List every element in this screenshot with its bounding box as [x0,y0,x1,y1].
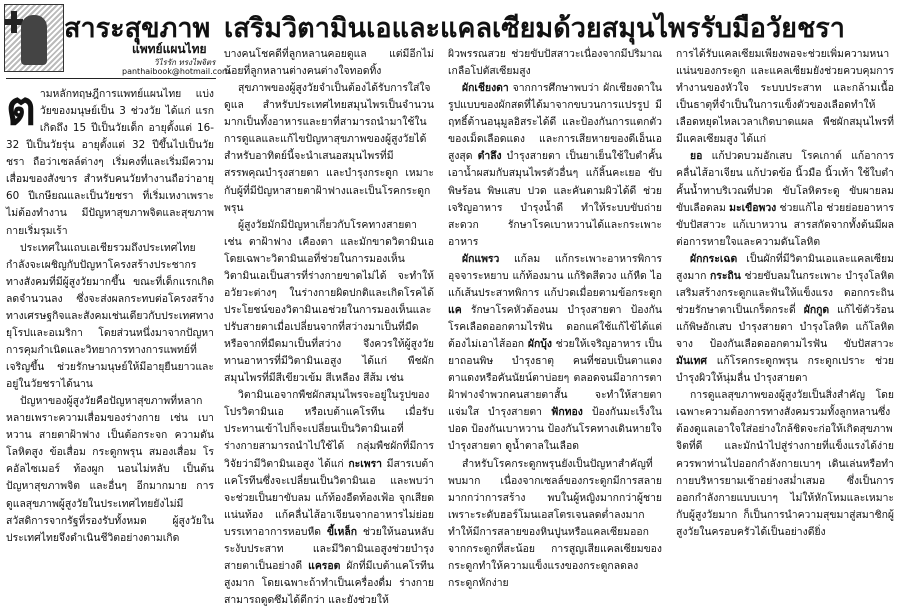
paragraph-text: ช่วยให้เจริญอาหาร เป็นยาถอนพิษ บำรุงธาตุ คนที่ชอบเป็นตาแดง ตาแดงหรือคันนัยน์ตาบ่อยๆ ตลอดจนมีอาการตาฝ้าฟางจำพวกคนสายตาสั้น จะทำให้สายตาแจ่มใส บำรุงสายตา [448,338,662,419]
paragraph: ผิวพรรณสวย ช่วยขับปัสสาวะเนื่องจากมีปริมาณเกลือโปตัสเซียมสูง [448,48,662,78]
herb-name: ขี้เหล็ก [326,525,358,538]
paragraph [448,80,662,251]
column-masthead [4,4,230,76]
article-column-4 [676,46,894,588]
paragraph: สุขภาพของผู้สูงวัยจำเป็นต้องได้รับการใส่ใจดูแล สำหรับประเทศไทยสมุนไพรเป็นจำนวนมากเป็นทั้งอาหารและยาที่สามารถนำมาใช้ในการดูแลและแก้ไขปัญหาสุขภาพของผู้สูงวัยได้ สำหรับอาทิตย์นี้จะนำเสนอสมุนไพรที่มีสรรพคุณบำรุงสายตา และบำรุงกระดูก เหมาะกับผู้ที่มีปัญหาสายตาฝ้าฟางและเป็นโรคกระดูกพรุน [224,82,434,214]
masthead-divider [6,78,216,79]
paragraph-text: รักษาโรคหัวต้องนม บำรุงสายตา ป้องกันโรคเลือดออกตามไรฟัน ดอกแค่ใช้แก้ไข้ได้แต่ต้องไม่เอาไส้ออก [448,303,662,351]
herb-name: กะเพรา [348,457,383,470]
article-column-1 [6,81,214,588]
paragraph: การดูแลสุขภาพของผู้สูงวัยเป็นสิ่งสำคัญ โดยเฉพาะความต้องการทางสังคมรวมทั้งลูกหลานซึ่งต้องดูแลเอาใจใส่อย่างใกล้ชิดจะก่อให้เกิดสุขภาพจิตที่ดี และมักนำไปสู่ร่างกายที่แข็งแรงได้ง่าย ควรพาท่านไปออกกำลังกายเบาๆ เดินเล่นหรือทำกายบริหารยามเช้าอย่างสม่ำเสมอ ซึ่งเป็นการออกกำลังกายแบบเบาๆ ไม่ให้หักโหมและเหมาะกับผู้สูงวัยมาก ก็เป็นการนำความสุขมาสู่สมาชิกผู้สูงวัยในครอบครัวได้เป็นอย่างดียิ่ง [676,389,894,538]
herb-name: แค [448,303,462,316]
paragraph [448,251,662,456]
paragraph: ปัญหาของผู้สูงวัยคือปัญหาสุขภาพที่หลากหลายเพราะความเสื่อมของร่างกาย เช่น เบาหวาน สายตาฝ้าฟาง เป็นต้อกระจก ความดันโลหิตสูง ข้อเสื่อม กระดูกพรุน สมองเสื่อม โรคอัลไซเมอร์ ท้องผูก นอนไม่หลับ เป็นต้น ปัญหาสุขภาพจิต และอื่นๆ อีกมากมาย การดูแลสุขภาพผู้สูงวัยในประเทศไทยยังไม่มีสวัสดิการจากรัฐที่รองรับทั้งหมด ผู้สูงวัยในประเทศไทยจึงดำเนินชีวิตอย่างตามเกิด [6,395,214,544]
paragraph: ประเทศในแถบเอเชียรวมถึงประเทศไทยกำลังจะเผชิญกับปัญหาโครงสร้างประชากรทางสังคมที่มีผู้สูงวัยมากขึ้น ขณะที่เด็กแรกเกิดลดจำนวนลง ซึ่งจะส่งผลกระทบต่อโครงสร้างทางเศรษฐกิจและสังคมเช่นเดียวกับประเทศทางยุโรปและอเมริกา โดยส่วนหนึ่งมาจากปัญหาการคุมกำเนิดและวิทยาการทางการแพทย์ที่เจริญขึ้น ช่วยรักษามนุษย์ให้มีอายุยืนยาวและอยู่ในวัยชราได้นาน [6,241,214,391]
drop-cap: ต [6,81,36,135]
paragraph-text: จากการศึกษาพบว่า ผักเชียงดาในรูปแบบของผักสดที่ได้มาจากขบวนการแปรรูป มีฤทธิ์ต้านอนุมูลอิสระได้ดี และป้องกันการแตกตัวของเม็ดเลือดแดง และการเสียหายของดีเอ็นเอสูงสุด [448,82,662,163]
paragraph-text: ป้องกันมะเร็งในปอด ป้องกันเบาหวาน ป้องกันโรคทางเดินหายใจ บำรุงสายตา ดูน้ำตาลในเลือด [448,406,662,453]
column-subtitle: แพทย์แผนไทย [132,42,207,56]
masthead-illustration [4,4,64,72]
paragraph-text: ช่วยขับลมในกระเพาะ บำรุงโลหิต เสริมสร้างกระดูกและฟันให้แข็งแรง ดอกกระถินช่วยรักษาตาเป็นเกร็ดกระดี่ [676,269,894,316]
author-name: วิไรรัก ทรงไพจิตร [154,58,216,67]
herb-name: มะเขือพวง [729,201,777,214]
paragraph-text: ามหลักทฤษฎีการแพทย์แผนไทย แบ่งวัยของมนุษย์เป็น 3 ช่วงวัย ได้แก่ แรกเกิดถึง 15 ปีเป็นวัยเด็ก อายุตั้งแต่ 16-32 ปีเป็นวัยรุ่น อายุตั้งแต่ 32 ปีขึ้นไปเป็นวัยชรา ถือว่าเซลล์ต่างๆ เริ่มคงที่และเริ่มมีความเสื่อมของสังขาร สำหรับคนวัยทำงานถือว่าอายุ 60 ปีเกษียณและเป็นวัยชรา ที่เริ่มเหงาเพราะไม่ต้องทำงาน มีปัญหาสุขภาพจิตและสุขภาพกายเริ่มรุมเร้า [6,88,214,237]
paragraph-text: บำรุงสายตา เป็นยาเย็นใช้ใบตำคั้นเอาน้ำผสมกับสมุนไพรตัวอื่นๆ แก้ลิ้นคะเยอ ขับพิษร้อน พิษแสบ ปวด และคันตามผิวได้ดี ช่วยเจริญอาหาร บำรุงน้ำดี ทำให้ระบบขับถ่ายสะดวก รักษาโรคเบาหวานได้และกระเพาะอาหาร [448,150,662,248]
herb-name: กระถิน [709,269,741,282]
paragraph [676,148,894,250]
paragraph-text: แก้ปวดบวมอักเสบ โรคเกาต์ แก้อาการคลื่นไส้อาเจียน แก้ปวดข้อ นิ้วมือ นิ้วเท้า ใช้ใบตำคั้นน้ำทาบริเวณที่ปวด ขับโลหิตระดู ขับผายลม ขับเลือดลม [676,150,894,214]
herb-name: ตำลึง [477,150,502,163]
herb-name: ผักแพรว [462,252,500,265]
paragraph-text: ผักที่มีเบต้าแคโรทีนสูงมาก โดยเฉพาะถ้าทำเป็นเครื่องดื่ม ร่างกายสามารถดูดซึมได้ดีกว่า และยังช่วยให้ [224,559,434,606]
paragraph-text: วิตามินเอจากพืชผักสมุนไพรจะอยู่ในรูปของโปรวิตามินเอ หรือเบต้าแคโรทีน เมื่อรับประทานเข้าไปก็จะเปลี่ยนเป็นวิตามินเอที่ร่างกายสามารถนำไปใช้ได้ กลุ่มพืชผักที่มีการวิจัยว่ามีวิตามินเอสูง ได้แก่ [224,389,434,470]
paragraph-text: แก้ไข้ตัวร้อน แก้พิษอักเสบ บำรุงสายตา บำรุงโลหิต แก้โลหิตจาง ป้องกันเลือดออกตามไรฟัน ขับปัสสาวะ [676,303,894,351]
paragraph [6,81,214,240]
herb-name: ผักบุ้ง [527,338,552,351]
article-column-3 [448,46,662,588]
paragraph: สำหรับโรคกระดูกพรุนยังเป็นปัญหาสำคัญที่พบมาก เนื่องจากเซลล์ของกระดูกมีการสลายมากกว่าการสร้าง พบในผู้หญิงมากกว่าผู้ชาย เพราะระดับฮอร์โมนเอสโตรเจนลดต่ำลงมาก ทำให้มีการสลายของหินปูนหรือแคลเซียมออกจากกระดูกที่สะน้อย การสูญเสียแคลเซียมของกระดูกทำให้ความแข็งแรงของกระดูกลดลง กระดูกหักง่าย [448,457,662,589]
paragraph [224,387,434,609]
author-email: panthaibook@hotmail.com [122,67,230,76]
herb-name: ผักเชียงดา [462,82,509,95]
column-title: สาระสุขภาพ [64,13,211,44]
paragraph-text: แก้โรคกระดูกพรุน กระดูกเปราะ ช่วยบำรุงผิวให้นุ่มลื่น บำรุงสายตา [676,355,895,385]
herb-name: แครอต [308,559,341,572]
article-headline: เสริมวิตามินเอและแคลเซียมด้วยสมุนไพรรับมือวัยชรา [224,13,845,44]
paragraph-text: ช่วยแก้ไอ ช่วยย่อยอาหาร ขับปัสสาวะ แก้เบาหวาน สารสกัดจากทั้งต้นมีผลต่อการหายใจและความดันโลหิต [676,201,895,248]
paragraph [676,251,894,388]
article-column-2 [224,46,434,606]
herb-name: ผักกูด [803,303,830,316]
herb-name: ผักกระเฉด [690,252,738,265]
paragraph: บางคนโชคดีที่ลูกหลานคอยดูแล แต่มีอีกไม่น้อยที่ลูกหลานต่างคนต่างใจทอดทิ้ง [224,48,434,78]
herb-name: มันเทศ [676,355,707,368]
paragraph-text: ช่วยให้นอนหลับ ระงับประสาท และมีวิตามินเอสูงช่วยบำรุงสายตาเป็นอย่างดี [224,525,434,572]
paragraph: ผู้สูงวัยมักมีปัญหาเกี่ยวกับโรคทางสายตา เช่น ตาฝ้าฟาง เคืองตา และมักขาดวิตามินเอ โดยเฉพาะวิตามินเอที่ช่วยในการมองเห็น วิตามินเอเป็นสารที่ร่างกายขาดไม่ได้ จะทำให้อวัยวะต่างๆ ในร่างกายผิดปกติและเกิดโรคได้ ประโยชน์ของวิตามินเอช่วยในการมองเห็นและปรับสายตาเมื่อเปลี่ยนจากที่สว่างมาเป็นที่มืด หรือจากที่มืดมาเป็นที่สว่าง จึงควรให้ผู้สูงวัยทานอาหารที่มีวิตามินเอสูง ได้แก่ พืชผักสมุนไพรที่มีสีเขียวเข้ม สีเหลือง สีส้ม เช่น [224,218,434,385]
herb-name: ฟักทอง [551,406,583,419]
paragraph-text: แก้ลม แก้กระเพาะอาหารพิการ อุจจาระหยาบ แก้ท้องมาน แก้ริดสีดวง แก้หืด ไอ แก้เส้นประสาทพิการ แก้ปวดเมื่อยตามข้อกระดูก [448,252,662,299]
paragraph-text: มีสารเบต้าแคโรทีนซึ่งจะเปลี่ยนเป็นวิตามินเอ และพบว่าจะช่วยเป็นยาขับลม แก้ท้องอืดท้องเฟ้อ จุกเสียดแน่นท้อง แก้คลื่นไส้อาเจียนจากอาหารไม่ย่อย บรรเทาอาการหอบหืด [224,457,434,538]
figure-silhouette-icon [21,15,47,65]
herb-name: ยอ [690,150,703,163]
paragraph-text: เป็นผักที่มีวิตามินเอและแคลเซียมสูงมาก [676,252,894,282]
paragraph: การได้รับแคลเซียมเพียงพอจะช่วยเพิ่มความหนาแน่นของกระดูก และแคลเซียมยังช่วยควบคุมการทำงานของหัวใจ ระบบประสาท และกล้ามเนื้อ เป็นธาตุที่จำเป็นในการแข็งตัวของเลือดทำให้เลือดหยุดไหลเวลาเกิดบาดแผล พืชผักสมุนไพรที่มีแคลเซียมสูง ได้แก่ [676,48,894,146]
